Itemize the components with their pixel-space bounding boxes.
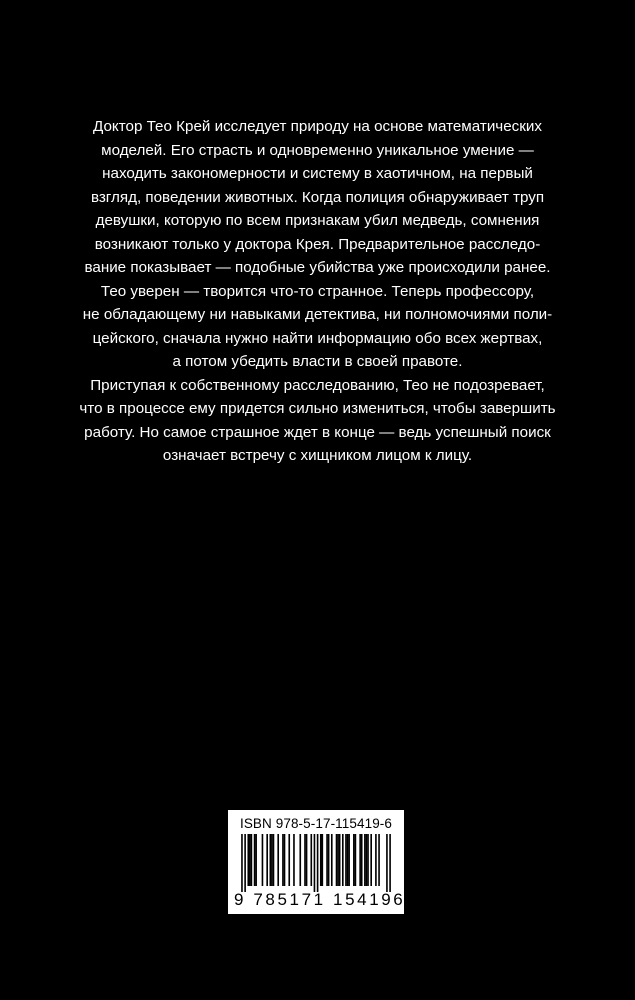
barcode-bar bbox=[337, 834, 339, 886]
barcode-bar bbox=[322, 834, 324, 886]
blurb-line: взгляд, поведении животных. Когда полиция обнаруживает труп bbox=[90, 188, 545, 206]
blurb-line: вание показывает — подобные убийства уже происходили ранее. bbox=[84, 259, 551, 276]
barcode-bar bbox=[347, 834, 349, 886]
blurb-line: означает встречу с хищником лицом к лицу. bbox=[162, 447, 473, 464]
ean-digits: 9 785171 154196 bbox=[234, 890, 406, 909]
blurb-line: Доктор Тео Крей исследует природу на основе математических bbox=[93, 118, 542, 135]
barcode-bar bbox=[339, 834, 341, 886]
blurb-line: Приступая к собственному расследованию, Тео не подозревает, bbox=[90, 376, 545, 394]
barcode-bar bbox=[306, 834, 308, 886]
barcode-bar bbox=[266, 834, 268, 886]
barcode-bar bbox=[353, 834, 355, 886]
barcode-bar bbox=[355, 834, 357, 886]
barcode-bar bbox=[328, 834, 330, 886]
blurb-line: возникают только у доктора Крея. Предварительное расследо- bbox=[94, 235, 541, 253]
barcode-bar bbox=[271, 834, 273, 886]
barcode-bar bbox=[389, 834, 391, 892]
barcode-bar bbox=[244, 834, 246, 892]
blurb-line: моделей. Его страсть и одновременно уникальное умение — bbox=[101, 141, 534, 159]
barcode-bar bbox=[284, 834, 286, 886]
blurb-line: что в процессе ему придется сильно измениться, чтобы завершить bbox=[79, 400, 556, 417]
barcode-bar bbox=[361, 834, 363, 886]
isbn-label: ISBN 978-5-17-115419-6 bbox=[239, 816, 393, 831]
barcode-bar bbox=[378, 834, 380, 886]
barcode-bars-icon bbox=[238, 834, 394, 892]
barcode-bar bbox=[370, 834, 372, 886]
barcode-bar bbox=[282, 834, 284, 886]
blurb-line: Тео уверен — творится что-то странное. Теперь профессору, bbox=[100, 282, 535, 300]
barcode-bar bbox=[366, 834, 368, 886]
barcode-bar bbox=[293, 834, 295, 886]
barcode-bar bbox=[273, 834, 275, 886]
barcode-bar bbox=[331, 834, 333, 886]
barcode-bar bbox=[255, 834, 257, 886]
blurb-line: находить закономерности и систему в хаотичном, на первый bbox=[102, 165, 533, 182]
blurb-line: а потом убедить власти в своей правоте. bbox=[172, 353, 463, 370]
barcode-bar bbox=[277, 834, 279, 886]
barcode-bar bbox=[386, 834, 388, 892]
barcode-bar bbox=[364, 834, 366, 886]
barcode-bar bbox=[345, 834, 347, 886]
barcode-bar bbox=[241, 834, 243, 892]
barcode-bar bbox=[359, 834, 361, 886]
barcode-bar bbox=[326, 834, 328, 886]
barcode-bar bbox=[247, 834, 249, 886]
blurb-line: девушки, которую по всем признакам убил медведь, сомнения bbox=[95, 212, 540, 229]
barcode-bar bbox=[320, 834, 322, 886]
blurb-line: работу. Но самое страшное ждет в конце — ведь успешный поиск bbox=[84, 423, 551, 441]
barcode-bar bbox=[249, 834, 251, 886]
barcode-bar bbox=[336, 834, 338, 886]
blurb-line: цейского, сначала нужно найти информацию обо всех жертвах, bbox=[92, 329, 543, 347]
barcode-bar bbox=[367, 834, 369, 886]
barcode-bar bbox=[375, 834, 377, 886]
barcode-bar bbox=[317, 834, 319, 892]
barcode-bar bbox=[348, 834, 350, 886]
barcode-bar bbox=[314, 834, 316, 892]
barcode-bar bbox=[310, 834, 312, 886]
barcode-bar bbox=[251, 834, 253, 886]
barcode-bar bbox=[304, 834, 306, 886]
barcode-bar bbox=[262, 834, 264, 886]
barcode-bar bbox=[254, 834, 256, 886]
barcode-bar bbox=[299, 834, 301, 886]
barcode-bar bbox=[270, 834, 272, 886]
barcode-bar bbox=[288, 834, 290, 886]
isbn-barcode bbox=[228, 810, 404, 914]
barcode-bar bbox=[342, 834, 344, 886]
blurb-text bbox=[60, 115, 575, 468]
blurb-line: не обладающему ни навыками детектива, ни полномочиями поли- bbox=[82, 306, 553, 323]
